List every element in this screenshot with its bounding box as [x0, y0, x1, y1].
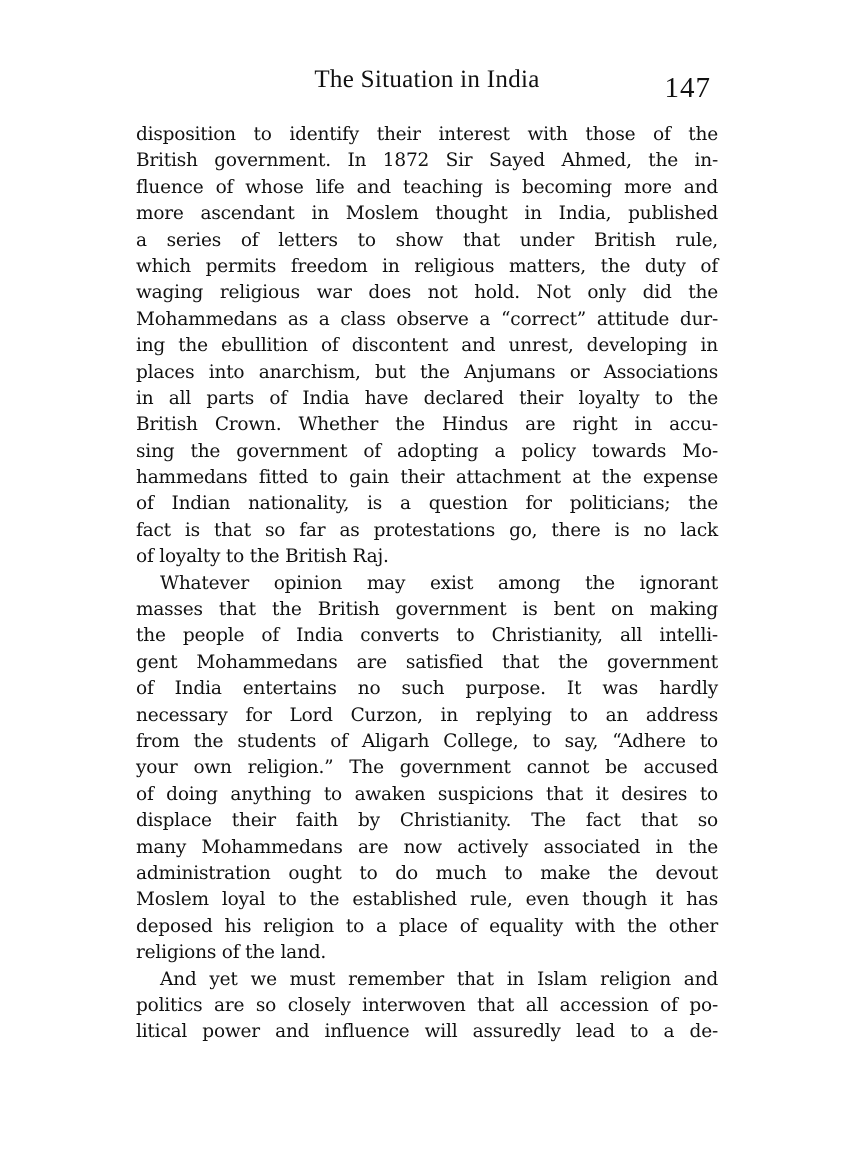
- page-number: 147: [664, 72, 711, 104]
- text-line: hammedans fitted to gain their attachment at the expense: [136, 467, 718, 489]
- text-line: gent Mohammedans are satisfied that the government: [136, 651, 718, 673]
- text-line: in all parts of India have declared their loyalty to the: [136, 387, 718, 409]
- text-line: of loyalty to the British Raj.: [136, 546, 389, 568]
- text-line: British Crown. Whether the Hindus are right in accu-: [136, 414, 718, 436]
- text-line: Mohammedans as a class observe a “correct” attitude dur-: [136, 308, 718, 330]
- text-line: a series of letters to show that under British rule,: [136, 229, 718, 251]
- text-line: displace their faith by Christianity. The fact that so: [136, 810, 718, 832]
- running-header: [137, 66, 717, 106]
- text-line: which permits freedom in religious matters, the duty of: [136, 255, 718, 277]
- text-line: necessary for Lord Curzon, in replying to an address: [136, 704, 718, 726]
- text-line: masses that the British government is bent on making: [136, 599, 718, 621]
- text-line: sing the government of adopting a policy towards Mo-: [136, 440, 718, 462]
- text-line: fluence of whose life and teaching is becoming more and: [136, 176, 718, 198]
- text-line: Whatever opinion may exist among the ignorant: [160, 572, 718, 594]
- text-line: many Mohammedans are now actively associated in the: [136, 836, 718, 858]
- text-line: of doing anything to awaken suspicions that it desires to: [136, 783, 718, 805]
- text-line: British government. In 1872 Sir Sayed Ahmed, the in-: [136, 150, 718, 172]
- chapter-title: The Situation in India: [314, 66, 540, 93]
- text-line: ing the ebullition of discontent and unrest, developing in: [136, 335, 718, 357]
- text-line: your own religion.” The government cannot be accused: [136, 757, 718, 779]
- text-line: more ascendant in Moslem thought in India, published: [136, 203, 718, 225]
- text-line: of Indian nationality, is a question for politicians; the: [136, 493, 718, 515]
- text-line: waging religious war does not hold. Not only did the: [136, 282, 718, 304]
- paragraph: [136, 122, 718, 571]
- body-text: [136, 122, 718, 1046]
- text-line: the people of India converts to Christianity, all intelli-: [136, 625, 718, 647]
- text-line: fact is that so far as protestations go, there is no lack: [136, 519, 718, 541]
- text-line: administration ought to do much to make the devout: [136, 862, 718, 884]
- text-line: litical power and influence will assuredly lead to a de-: [136, 1021, 718, 1043]
- paragraph: [136, 967, 718, 1046]
- paragraph: [136, 571, 718, 967]
- text-line: And yet we must remember that in Islam religion and: [160, 968, 718, 990]
- text-line: disposition to identify their interest with those of the: [136, 124, 718, 145]
- text-line: deposed his religion to a place of equality with the other: [136, 915, 718, 937]
- text-line: places into anarchism, but the Anjumans or Associations: [136, 361, 718, 383]
- text-line: religions of the land.: [136, 942, 327, 964]
- text-line: Moslem loyal to the established rule, even though it has: [136, 889, 718, 911]
- text-line: of India entertains no such purpose. It was hardly: [136, 678, 718, 700]
- text-line: from the students of Aligarh College, to say, “Adhere to: [136, 730, 718, 752]
- text-line: politics are so closely interwoven that all accession of po-: [136, 994, 718, 1016]
